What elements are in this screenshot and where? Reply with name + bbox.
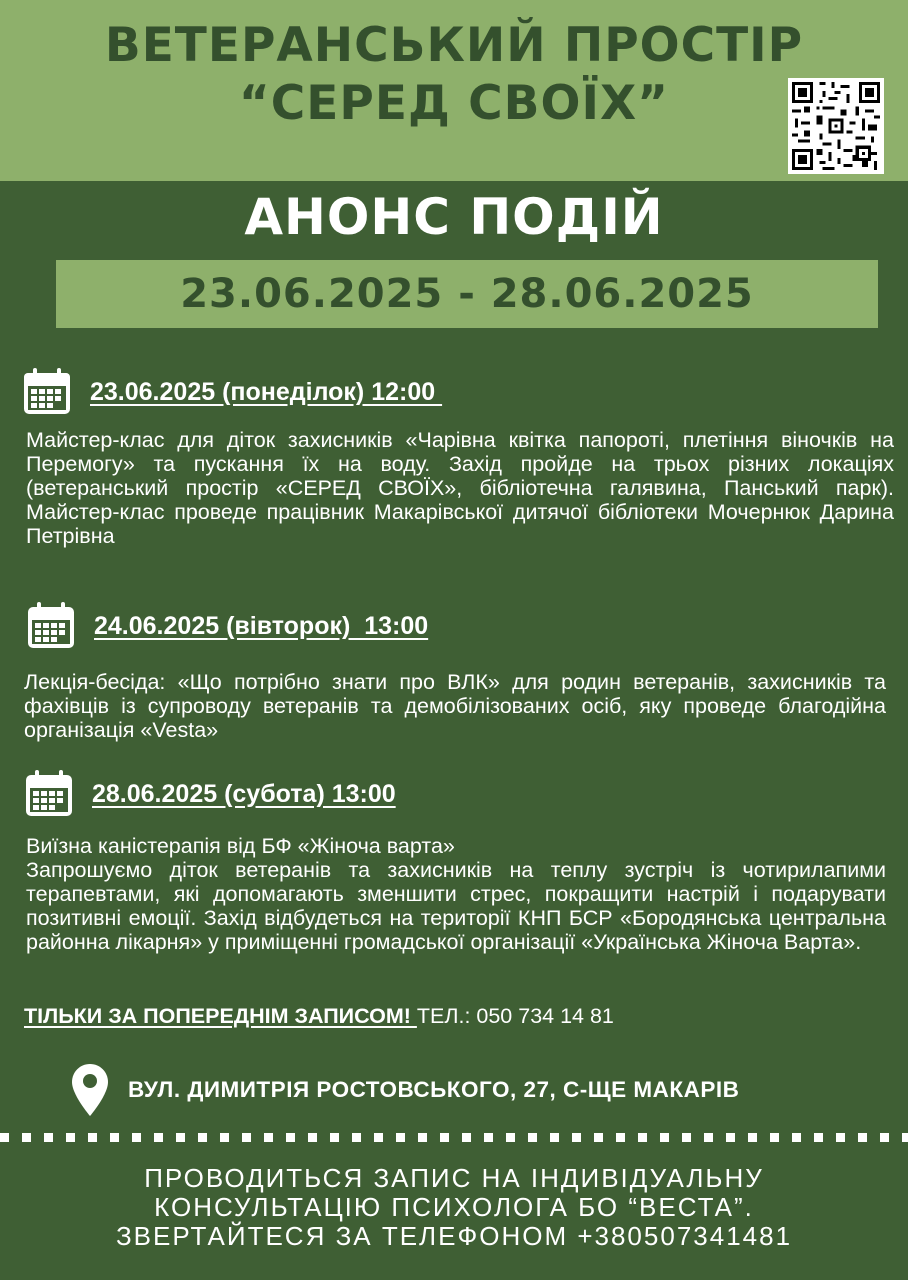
footer-line3: ЗВЕРТАЙТЕСЯ ЗА ТЕЛЕФОНОМ +380507341481 (115, 1221, 793, 1251)
event-3-description (26, 834, 886, 954)
footer (0, 1164, 908, 1251)
calendar-icon (22, 368, 72, 416)
footer-line2: КОНСУЛЬТАЦІЮ ПСИХОЛОГА БО “ВЕСТА”. (154, 1192, 754, 1222)
header-title-line2: “СЕРЕД СВОЇХ” (238, 76, 670, 131)
event-1-date: 23.06.2025 (понеділок) 12:00 (90, 377, 443, 406)
event-2-text: Лекція-бесіда: «Що потрібно знати про ВЛК» для родин ветеранів, захисників та фахівців із супроводу ветеранів та демобілізованих осіб, яку проведе благодійна організація «Vesta» (24, 670, 886, 742)
event-2-date: 24.06.2025 (вівторок) 13:00 (94, 611, 429, 640)
header-title-line1: ВЕТЕРАНСЬКИЙ ПРОСТІР (104, 18, 804, 73)
event-3-header (24, 770, 396, 818)
event-3-text: Запрошуємо діток ветеранів та захисників на теплу зустріч із чотирилапими терапевтами, які допомагають зменшити стрес, покращити настрій і подарувати позитивні емоції. Захід відбудеться на території КНП БСР «Бородянська центральна районна лікарня» у приміщенні громадської організації «Українська Жіноча Варта». (26, 858, 886, 954)
qr-code[interactable] (788, 78, 884, 174)
event-1-header (22, 368, 442, 416)
registration-phone[interactable]: ТЕЛ.: 050 734 14 81 (416, 1004, 614, 1028)
registration-line (24, 1004, 614, 1029)
event-3-date: 28.06.2025 (субота) 13:00 (92, 779, 396, 808)
date-range: 23.06.2025 - 28.06.2025 (180, 271, 754, 317)
date-range-band (56, 260, 878, 328)
calendar-icon (24, 770, 74, 818)
event-3-text-line1: Виїзна каністерапія від БФ «Жіноча варта» (26, 834, 455, 858)
map-pin-icon (72, 1064, 108, 1116)
announce-title: АНОНС ПОДІЙ (244, 188, 664, 246)
registration-emphasis: ТІЛЬКИ ЗА ПОПЕРЕДНІМ ЗАПИСОМ! (24, 1004, 417, 1028)
address-text: ВУЛ. ДИМИТРІЯ РОСТОВСЬКОГО, 27, С-ЩЕ МАКАРІВ (128, 1077, 740, 1102)
event-2-description (24, 670, 886, 742)
event-1-text: Майстер-клас для діток захисників «Чарівна квітка папороті, плетіння віночків на Перемогу» та пускання їх на воду. Захід пройде на трьох різних локаціях (ветеранський простір «СЕРЕД СВОЇХ», бібліотечна галявина, Панський парк). Майстер-клас проведе працівник Макарівської дитячої бібліотеки Мочернюк Дарина Петрівна (26, 428, 894, 548)
qr-code-graphic (792, 82, 880, 170)
dotted-divider (0, 1133, 908, 1142)
footer-line1: ПРОВОДИТЬСЯ ЗАПИС НА ІНДИВІДУАЛЬНУ (144, 1163, 764, 1193)
address-row (72, 1064, 739, 1116)
calendar-icon (26, 602, 76, 650)
event-1-description (26, 428, 894, 548)
event-2-header (26, 602, 428, 650)
header-band (0, 0, 908, 181)
